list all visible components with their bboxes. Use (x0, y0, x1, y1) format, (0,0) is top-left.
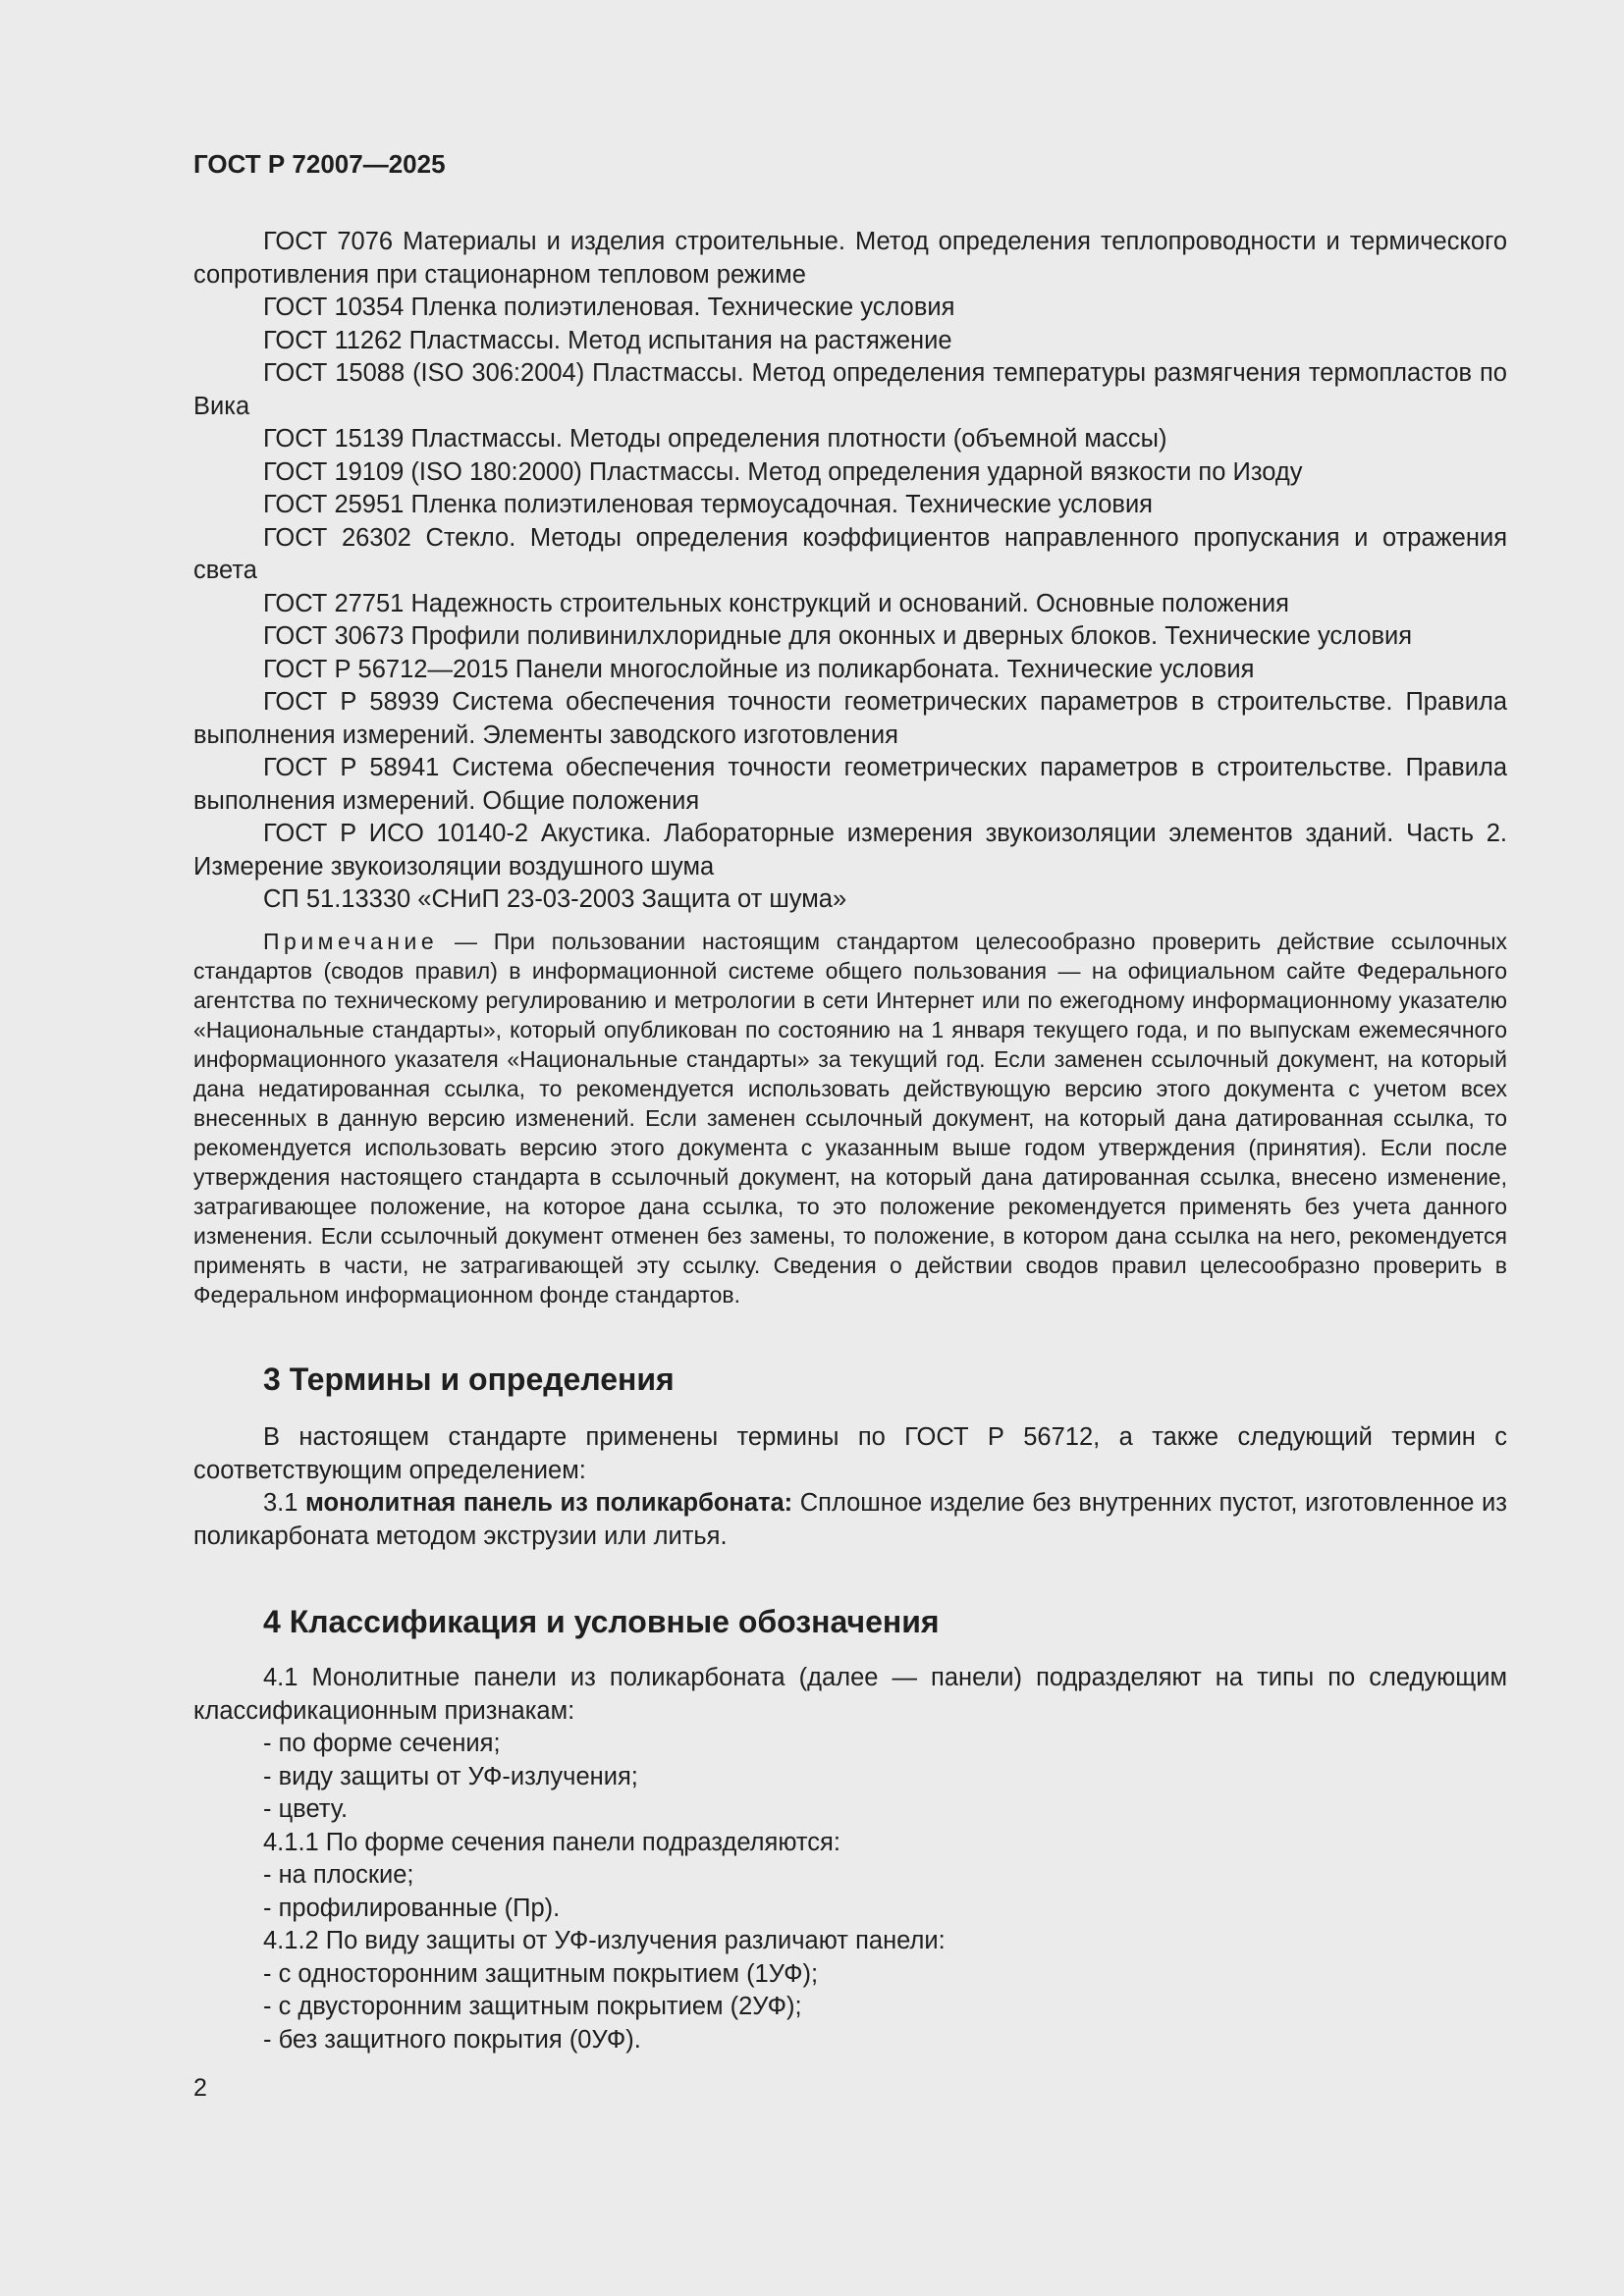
reference-code: ГОСТ 11262 (263, 326, 403, 354)
normative-references-list (193, 226, 1507, 917)
reference-item (193, 489, 1507, 522)
reference-item (193, 588, 1507, 621)
term-definition (193, 1487, 1507, 1553)
reference-code: ГОСТ Р 56712—2015 (263, 655, 509, 683)
reference-code: ГОСТ 19109 (ISO 180:2000) (263, 457, 582, 486)
term-number: 3.1 (263, 1489, 298, 1517)
list-item: - на плоские; (263, 1861, 414, 1889)
reference-code: ГОСТ 15139 (263, 425, 405, 453)
reference-code: ГОСТ 10354 (263, 294, 405, 321)
reference-title: Профили поливинилхлоридные для оконных и дверных блоков. Технические условия (410, 622, 1413, 650)
reference-item (193, 325, 1507, 358)
reference-title: «СНиП 23-03-2003 Защита от шума» (417, 885, 847, 913)
reference-item (193, 423, 1507, 456)
note-label: Примечание (263, 929, 439, 954)
reference-item (193, 522, 1507, 588)
list-item: - по форме сечения; (263, 1730, 501, 1757)
reference-item (193, 654, 1507, 687)
list-item: - виду защиты от УФ-излучения; (263, 1762, 638, 1790)
reference-title: Надежность строительных конструкций и оснований. Основные положения (410, 589, 1289, 617)
reference-title: Панели многослойные из поликарбоната. Технические условия (514, 655, 1255, 683)
reference-item (193, 226, 1507, 292)
section-3-body (193, 1421, 1507, 1553)
reference-title: Пленка полиэтиленовая. Технические условия (410, 294, 955, 321)
reference-title: Пленка полиэтиленовая термоусадочная. Технические условия (410, 491, 1153, 518)
section-4-body (193, 1662, 1507, 2056)
reference-code: ГОСТ 27751 (263, 589, 405, 617)
section-3-title: 3 Термины и определения (263, 1362, 675, 1397)
reference-code: СП 51.13330 (263, 885, 411, 913)
reference-title: Материалы и изделия строительные. Метод определения теплопроводности и термического сопротивления при стационарном тепловом режиме (193, 228, 1507, 289)
reference-code: ГОСТ Р 58939 (263, 688, 440, 716)
section-3-intro: В настоящем стандарте применены термины по ГОСТ Р 56712, а также следующий термин с соответствующим определением: (193, 1423, 1507, 1484)
reference-code: ГОСТ 30673 (263, 622, 405, 650)
list-item: - без защитного покрытия (0УФ). (263, 2025, 641, 2054)
clause-4-1: 4.1 Монолитные панели из поликарбоната (далее — панели) подразделяют на типы по следующим классификационным признакам: (193, 1664, 1507, 1725)
reference-item (193, 818, 1507, 883)
reference-code: ГОСТ Р 58941 (263, 754, 440, 781)
page-number: 2 (193, 2074, 207, 2102)
reference-item (193, 686, 1507, 752)
clause-4-1-1: 4.1.1 По форме сечения панели подразделяются: (263, 1828, 840, 1856)
list-item: - профилированные (Пр). (263, 1894, 561, 1922)
reference-code: ГОСТ 26302 (263, 523, 411, 552)
clause-4-1-2: 4.1.2 По виду защиты от УФ-излучения различают панели: (263, 1927, 946, 1954)
reference-title: Пластмассы. Метод испытания на растяжение (408, 326, 952, 354)
reference-item (193, 456, 1507, 490)
reference-title: Акустика. Лабораторные измерения звукоизоляции элементов зданий. Часть 2. Измерение звукоизоляции воздушного шума (193, 820, 1507, 881)
note-paragraph (193, 927, 1507, 1309)
list-item: - с односторонним защитным покрытием (1УФ); (263, 1959, 819, 1988)
reference-title: Пластмассы. Метод определения ударной вязкости по Изоду (588, 457, 1303, 486)
reference-title: Система обеспечения точности геометрических параметров в строительстве. Правила выполнения измерений. Общие положения (193, 754, 1508, 815)
reference-code: ГОСТ 15088 (ISO 306:2004) (263, 359, 585, 387)
reference-item (193, 357, 1507, 423)
term-definition-text: Сплошное изделие без внутренних пустот, изготовленное из поликарбоната методом экструзии или литья. (193, 1489, 1507, 1550)
reference-code: ГОСТ 7076 (263, 228, 394, 255)
reference-title: Пластмассы. Метод определения температуры размягчения термопластов по Вика (193, 359, 1507, 420)
reference-title: Стекло. Методы определения коэффициентов направленного пропускания и отражения света (193, 523, 1508, 584)
list-item: - с двусторонним защитным покрытием (2УФ); (263, 1993, 802, 2020)
term-name: монолитная панель из поликарбоната: (305, 1489, 793, 1517)
reference-title: Пластмассы. Методы определения плотности (объемной массы) (410, 425, 1167, 453)
reference-code: ГОСТ Р ИСО 10140-2 (263, 820, 529, 847)
reference-code: ГОСТ 25951 (263, 491, 405, 518)
reference-item (193, 883, 1507, 917)
reference-item (193, 292, 1507, 325)
note-text: — При пользовании настоящим стандартом целесообразно проверить действие ссылочных стандартов (сводов правил) в информационной системе общего пользования — на официальном сайте Федерального агентства по техническому регулированию и метрологии в сети Интернет или по ежегодному информационному указателю «Национальные стандарты», который опубликован по состоянию на 1 января текущего года, и по выпускам ежемесячного информационного указателя «Национальные стандарты» за текущий год. Если заменен ссылочный документ, на который дана недатированная ссылка, то рекомендуется использовать действующую версию этого документа с учетом всех внесенных в данную версию изменений. Если заменен ссылочный документ, на который дана датированная ссылка, то рекомендуется использовать версию этого документа с указанным выше годом утверждения (принятия). Если после утверждения настоящего стандарта в ссылочный документ, на который дана датированная ссылка, внесено изменение, затрагивающее положение, на которое дана ссылка, то это положение рекомендуется применять без учета данного изменения. Если ссылочный документ отменен без замены, то положение, в котором дана ссылка на него, рекомендуется применять в части, не затрагивающей эту ссылку. Сведения о действии сводов правил целесообразно проверить в Федеральном информационном фонде стандартов. (193, 929, 1507, 1308)
document-header: ГОСТ Р 72007—2025 (193, 149, 446, 179)
section-4-title: 4 Классификация и условные обозначения (263, 1604, 940, 1639)
reference-item (193, 620, 1507, 654)
reference-title: Система обеспечения точности геометрических параметров в строительстве. Правила выполнения измерений. Элементы заводского изготовления (193, 688, 1508, 749)
reference-item (193, 752, 1507, 818)
list-item: - цвету. (263, 1795, 349, 1823)
